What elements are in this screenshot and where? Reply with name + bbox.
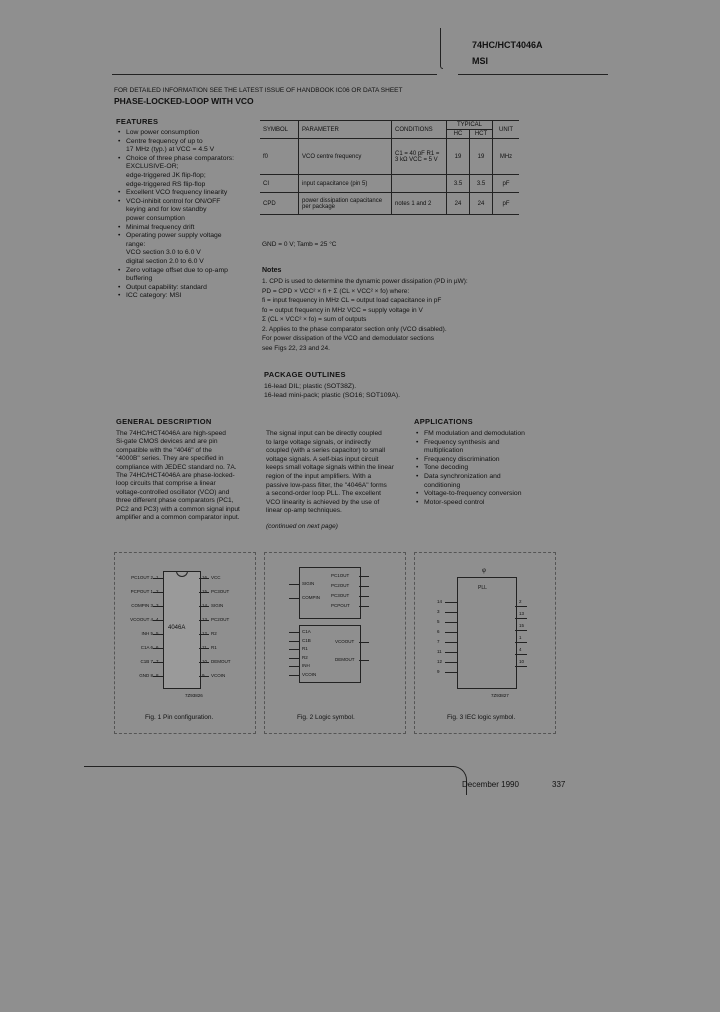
fig3-out-number: 4	[519, 647, 522, 652]
fig2-out-label: PC3OUT	[331, 593, 350, 598]
general-line: VCO linearity is achieved by the use of	[266, 498, 380, 506]
fig2-in-label: C1A	[302, 629, 311, 634]
general-line: voltage signals. A self-bias input circuit	[266, 455, 379, 463]
general-line: Si-gate CMOS devices and are pin	[116, 438, 218, 446]
row-parameter: input capacitance (pin 5)	[299, 175, 392, 193]
fig3-out-number: 13	[519, 611, 525, 616]
fig2-in-label: COMPIN	[302, 595, 320, 600]
note-line: Σ (CL × VCC² × fo) = sum of outputs	[262, 316, 367, 323]
header-curve-line	[440, 28, 443, 69]
application-item: • Tone decoding	[416, 464, 556, 473]
pin-right-stub	[199, 676, 209, 677]
feature-item-cont: keying and for low standby	[126, 206, 207, 214]
fig3-out-stub	[515, 630, 527, 631]
pin-left-label: C1B 7	[140, 659, 153, 664]
fig2-out-label: PC2OUT	[331, 583, 350, 588]
general-line: The signal input can be directly coupled	[266, 430, 382, 437]
category-label: MSI	[472, 56, 489, 66]
pin-left-label: INH 5	[141, 631, 153, 636]
fig3-in-number: 14	[437, 599, 443, 604]
fig2-in-label: R1	[302, 646, 308, 651]
logic-block-top	[299, 567, 361, 619]
chip-label: 4046A	[168, 625, 186, 631]
row-hct: 19	[470, 139, 493, 175]
fig3-out-number: 10	[519, 659, 525, 664]
fig1-ref: 7Z93826	[185, 693, 203, 698]
application-item-cont: multiplication	[424, 447, 464, 455]
fig1-caption: Fig. 1 Pin configuration.	[145, 714, 214, 721]
note-line: For power dissipation of the VCO and demodulator sections	[262, 335, 434, 342]
notes-heading: Notes	[262, 267, 282, 274]
application-item: • Frequency synthesis and	[416, 439, 556, 448]
header-rule-left	[112, 74, 437, 75]
fig3-out-stub	[515, 666, 527, 667]
fig3-in-stub	[445, 672, 457, 673]
fig3-out-number: 2	[519, 599, 522, 604]
general-line: keeps small voltage signals within the linear	[266, 464, 394, 472]
feature-item: • Output capability: standard	[118, 284, 248, 293]
continued-note: (continued on next page)	[266, 523, 338, 530]
fig2-in-stub	[289, 641, 299, 642]
row-conditions: notes 1 and 2	[392, 193, 447, 215]
pin-right-stub	[199, 620, 209, 621]
feature-item: • Low power consumption	[118, 129, 248, 138]
general-heading: GENERAL DESCRIPTION	[116, 417, 212, 426]
note-line: PD = CPD × VCC² × fi + Σ (CL × VCC² × fo) where:	[262, 287, 410, 295]
figure-2-frame	[264, 552, 406, 734]
footer-rule-left	[84, 766, 454, 767]
chip-notch	[176, 571, 188, 577]
iec-block	[457, 577, 517, 689]
pin-left-label: PC1OUT 2	[131, 575, 153, 580]
feature-item: • Choice of three phase comparators:	[118, 155, 248, 164]
general-line: three different phase comparators (PC1,	[116, 497, 234, 505]
row-conditions: C1 = 40 pF R1 = 3 kΩ VCC = 5 V	[392, 139, 447, 175]
feature-item-cont: digital section 2.0 to 6.0 V	[126, 257, 204, 265]
general-line: loop circuits that comprise a linear	[116, 480, 216, 488]
feature-item: • Minimal frequency drift	[118, 224, 248, 233]
fig3-ref: 7Z93827	[491, 693, 509, 698]
note-line: 2. Applies to the phase comparator section only (VCO disabled).	[262, 325, 447, 333]
general-line: to large voltage signals, or indirectly	[266, 438, 371, 446]
footer-page: 337	[552, 780, 566, 789]
pin-left-label: VCOOUT 4	[130, 617, 153, 622]
general-line: amplifier and a common comparator input.	[116, 514, 240, 522]
fig2-in-stub	[289, 675, 299, 676]
package-heading: PACKAGE OUTLINES	[264, 370, 346, 379]
fig3-in-number: 3	[437, 609, 440, 614]
th-hc: HC	[447, 130, 470, 139]
row-symbol: CPD	[260, 193, 299, 215]
row-conditions	[392, 175, 447, 193]
application-item: • Frequency discrimination	[416, 456, 556, 465]
fig2-out-stub	[359, 642, 369, 643]
general-line: region of the input amplifiers. With a	[266, 472, 372, 480]
fig3-out-stub	[515, 618, 527, 619]
notice-text: FOR DETAILED INFORMATION SEE THE LATEST ISSUE OF HANDBOOK IC06 OR DATA SHEET	[114, 87, 403, 94]
row-unit: pF	[493, 193, 520, 215]
feature-item: • Zero voltage offset due to op-amp	[118, 267, 248, 276]
row-hct: 24	[470, 193, 493, 215]
feature-item: • Excellent VCO frequency linearity	[118, 189, 248, 198]
pin-right-label: VCC	[211, 575, 221, 580]
applications-heading: APPLICATIONS	[414, 417, 473, 426]
fig3-in-stub	[445, 622, 457, 623]
table-footnote: GND = 0 V; Tamb = 25 °C	[262, 241, 337, 248]
general-line: The 74HC/HCT4046A are phase-locked-	[116, 472, 235, 480]
fig2-caption: Fig. 2 Logic symbol.	[297, 714, 355, 721]
ic-chip-body	[163, 571, 201, 689]
spec-table	[260, 120, 519, 215]
fig2-in-stub	[289, 666, 299, 667]
pin-left-stub	[153, 634, 163, 635]
applications-list	[416, 430, 556, 507]
pin-left-stub	[153, 676, 163, 677]
pin-right-stub	[199, 606, 209, 607]
general-line: "4000B" series. They are specified in	[116, 455, 224, 463]
fig3-in-stub	[445, 642, 457, 643]
figure-1-frame	[114, 552, 256, 734]
row-parameter: VCO centre frequency	[299, 139, 392, 175]
general-line: compliance with JEDEC standard no. 7A.	[116, 463, 237, 471]
fig3-in-stub	[445, 662, 457, 663]
fig2-out-label: VCOOUT	[335, 639, 355, 644]
feature-item-cont: range:	[126, 240, 146, 248]
row-hc: 24	[447, 193, 470, 215]
pin-left-stub	[153, 620, 163, 621]
pin-right-stub	[199, 648, 209, 649]
fig2-out-label: PC1OUT	[331, 573, 350, 578]
pin-right-label: R2	[211, 631, 217, 636]
fig2-in-stub	[289, 584, 299, 585]
application-item: • Data synchronization and	[416, 473, 556, 482]
pin-right-stub	[199, 662, 209, 663]
fig3-in-number: 9	[437, 669, 440, 674]
pin-right-label: R1	[211, 645, 217, 650]
fig2-out-stub	[359, 606, 369, 607]
application-item: • Motor-speed control	[416, 499, 556, 508]
fig2-out-label: PCPOUT	[331, 603, 350, 608]
application-item: • FM modulation and demodulation	[416, 430, 556, 439]
fig3-in-number: 11	[437, 649, 442, 654]
general-line: voltage-controlled oscillator (VCO) and	[116, 488, 230, 496]
fig2-in-stub	[289, 632, 299, 633]
feature-item-cont: power consumption	[126, 214, 185, 222]
feature-item-cont: EXCLUSIVE-OR;	[126, 163, 179, 171]
row-hc: 19	[447, 139, 470, 175]
pin-right-stub	[199, 578, 209, 579]
features-list	[118, 129, 248, 301]
pin-right-label: DEMOUT	[211, 659, 231, 664]
note-line: fo = output frequency in MHz VCC = supply voltage in V	[262, 306, 423, 314]
pin-right-stub	[199, 592, 209, 593]
fig3-out-number: 1	[519, 635, 522, 640]
th-symbol: SYMBOL	[260, 121, 299, 139]
fig3-in-number: 5	[437, 619, 440, 624]
fig2-in-stub	[289, 658, 299, 659]
feature-item: • Operating power supply voltage	[118, 232, 248, 241]
general-line: compatible with the "4046" of the	[116, 446, 212, 454]
pin-right-label: PC2OUT	[211, 617, 230, 622]
fig2-in-label: INH	[302, 663, 310, 668]
th-parameter: PARAMETER	[299, 121, 392, 139]
notes-list	[262, 277, 562, 353]
pin-left-stub	[153, 662, 163, 663]
feature-item: • ICC category: MSI	[118, 292, 248, 301]
fig3-out-number: 15	[519, 623, 525, 628]
row-unit: MHz	[493, 139, 520, 175]
pin-left-label: C1A 6	[140, 645, 153, 650]
iec-pll-label: PLL	[478, 585, 487, 591]
row-hct: 3.5	[470, 175, 493, 193]
page-title: PHASE-LOCKED-LOOP WITH VCO	[114, 96, 254, 106]
fig2-out-label: DEMOUT	[335, 657, 355, 662]
row-unit: pF	[493, 175, 520, 193]
feature-item-cont: edge-triggered RS flip-flop	[126, 180, 206, 188]
pin-left-stub	[153, 606, 163, 607]
feature-item: • Centre frequency of up to	[118, 138, 248, 147]
fig3-out-stub	[515, 654, 527, 655]
fig2-in-stub	[289, 598, 299, 599]
fig3-in-number: 7	[437, 639, 440, 644]
general-col1	[116, 430, 258, 522]
fig3-in-stub	[445, 612, 457, 613]
header-rule	[458, 74, 608, 75]
fig2-out-stub	[359, 586, 369, 587]
fig3-out-stub	[515, 606, 527, 607]
iec-phi-label: φ	[482, 568, 486, 574]
fig3-out-stub	[515, 642, 527, 643]
fig2-in-label: R2	[302, 654, 308, 660]
fig3-in-stub	[445, 652, 457, 653]
pin-left-label: GND 8	[139, 673, 153, 678]
feature-item-cont: 17 MHz (typ.) at VCC = 4.5 V	[126, 146, 215, 154]
row-hc: 3.5	[447, 175, 470, 193]
pin-left-label: PCPOUT 1	[130, 589, 153, 594]
general-col2	[266, 430, 406, 516]
features-heading: FEATURES	[116, 117, 159, 126]
fig2-in-stub	[289, 649, 299, 650]
figure-3-frame	[414, 552, 556, 734]
th-hct: HCT	[470, 130, 493, 139]
note-line: see Figs 22, 23 and 24.	[262, 344, 330, 352]
feature-item-cont: buffering	[126, 275, 153, 283]
fig2-out-stub	[359, 660, 369, 661]
th-unit: UNIT	[493, 121, 520, 139]
pin-left-stub	[153, 578, 163, 579]
fig3-in-stub	[445, 602, 457, 603]
row-symbol: CI	[260, 175, 299, 193]
fig2-in-label: VCOIN	[302, 671, 317, 677]
general-line: a second-order loop PLL. The excellent	[266, 490, 381, 498]
fig2-in-label: SIGIN	[302, 581, 315, 586]
feature-ul	[118, 129, 248, 301]
package-line-2: 16-lead mini-pack; plastic (SO16; SOT109A).	[264, 392, 400, 399]
general-line: PC2 and PC3) with a common signal input	[116, 505, 240, 513]
fig2-in-label: C1B	[302, 637, 311, 643]
th-conditions: CONDITIONS	[392, 121, 447, 139]
fig3-in-number: 6	[437, 629, 440, 634]
feature-item: • VCO-inhibit control for ON/OFF	[118, 198, 248, 207]
pin-right-label: PC3OUT	[211, 589, 230, 594]
footer-date: December 1990	[462, 780, 519, 789]
pin-right-label: VCOIN	[211, 673, 226, 678]
fig3-in-stub	[445, 632, 457, 633]
note-line: 1. CPD is used to determine the dynamic power dissipation (PD in µW):	[262, 278, 468, 285]
application-item: • Voltage-to-frequency conversion	[416, 490, 556, 499]
th-typical: TYPICAL	[447, 121, 493, 130]
application-item-cont: conditioning	[424, 481, 461, 489]
row-symbol: f0	[260, 139, 299, 175]
note-line: fi = input frequency in MHz CL = output load capacitance in pF	[262, 297, 442, 304]
pin-left-label: COMPIN 3	[131, 603, 153, 608]
pin-right-label: SIGIN	[211, 603, 224, 608]
feature-item-cont: VCO section 3.0 to 6.0 V	[126, 249, 201, 257]
fig3-in-number: 12	[437, 659, 443, 664]
feature-item-cont: edge-triggered JK flip-flop;	[126, 171, 206, 179]
pin-right-stub	[199, 634, 209, 635]
general-line: The 74HC/HCT4046A are high-speed	[116, 430, 226, 437]
application-ul	[416, 430, 556, 507]
row-parameter: power dissipation capacitance per package	[299, 193, 392, 215]
general-line: linear op-amp techniques.	[266, 507, 342, 515]
general-line: passive low-pass filter, the "4046A" forms	[266, 481, 387, 489]
pin-left-stub	[153, 648, 163, 649]
fig2-out-stub	[359, 596, 369, 597]
general-line: coupled (with a series capacitor) to small	[266, 447, 386, 455]
fig3-caption: Fig. 3 IEC logic symbol.	[447, 714, 516, 721]
part-number: 74HC/HCT4046A	[472, 40, 543, 50]
pin-left-stub	[153, 592, 163, 593]
package-line-1: 16-lead DIL; plastic (SOT38Z).	[264, 383, 357, 390]
fig2-out-stub	[359, 576, 369, 577]
